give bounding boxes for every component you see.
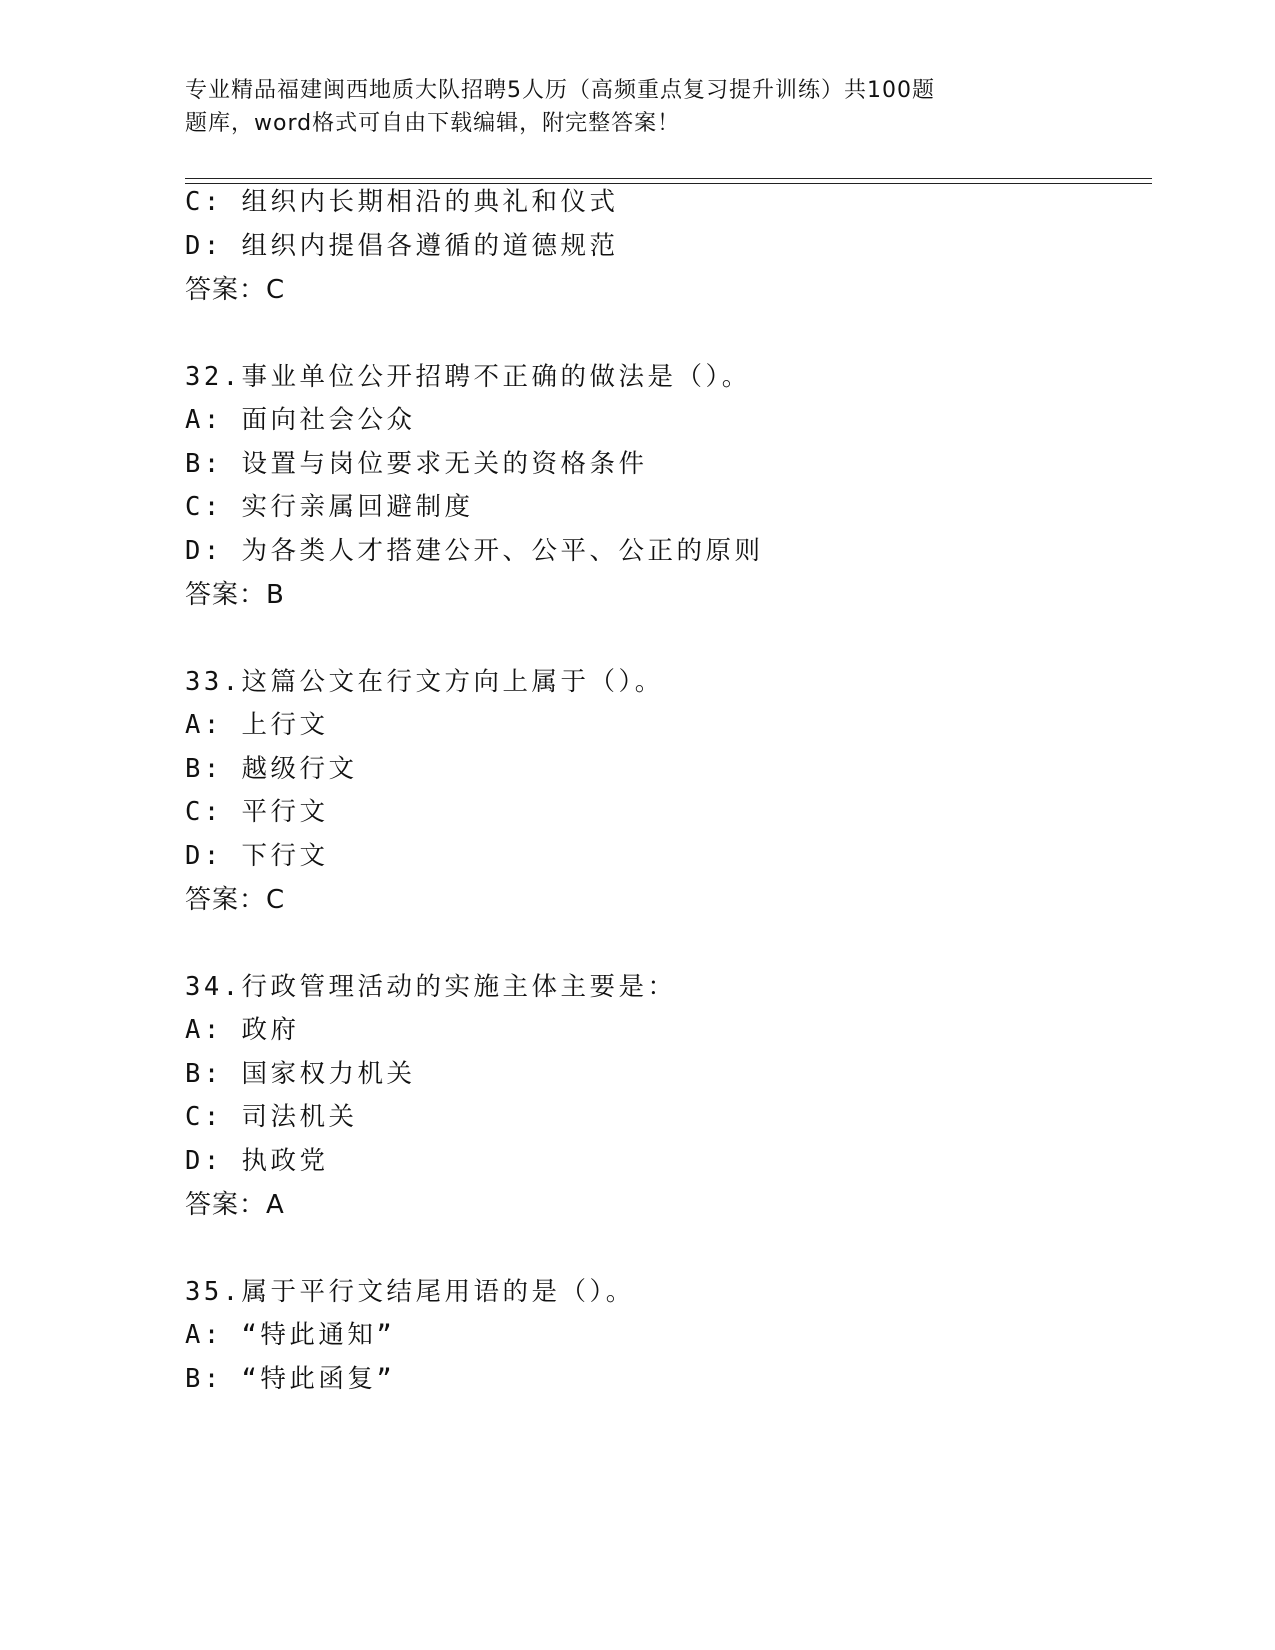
option-c: C: 平行文: [185, 797, 329, 827]
option-b: B: 国家权力机关: [185, 1059, 416, 1089]
question-34: 34.行政管理活动的实施主体主要是：: [185, 972, 677, 1002]
option-a: A: 面向社会公众: [185, 405, 416, 435]
answer-line: 答案：C: [185, 275, 286, 305]
option-c: C: 司法机关: [185, 1102, 358, 1132]
option-a: A: “特此通知”: [185, 1320, 396, 1350]
question-35: 35.属于平行文结尾用语的是（）。: [185, 1277, 635, 1307]
option-d: D: 为各类人才搭建公开、公平、公正的原则: [185, 536, 764, 566]
option-c: C: 实行亲属回避制度: [185, 492, 474, 522]
option-d: D: 下行文: [185, 841, 329, 871]
header-title-line-1: 专业精品福建闽西地质大队招聘5人历（高频重点复习提升训练）共100题: [185, 78, 935, 103]
answer-line: 答案：C: [185, 885, 286, 915]
header-divider: [185, 178, 1152, 184]
option-a: A: 政府: [185, 1015, 300, 1045]
header-title-line-2: 题库，word格式可自由下载编辑，附完整答案！: [185, 111, 681, 136]
answer-line: 答案：B: [185, 580, 285, 610]
option-c: C: 组织内长期相沿的典礼和仪式: [185, 187, 619, 217]
option-a: A: 上行文: [185, 710, 329, 740]
question-33: 33.这篇公文在行文方向上属于（）。: [185, 667, 664, 697]
option-d: D: 执政党: [185, 1146, 329, 1176]
document-header: [185, 74, 1025, 140]
option-d: D: 组织内提倡各遵循的道德规范: [185, 231, 619, 261]
option-b: B: 设置与岗位要求无关的资格条件: [185, 449, 648, 479]
answer-line: 答案：A: [185, 1190, 285, 1220]
option-b: B: “特此函复”: [185, 1364, 396, 1394]
question-32: 32.事业单位公开招聘不正确的做法是（）。: [185, 362, 751, 392]
option-b: B: 越级行文: [185, 754, 358, 784]
